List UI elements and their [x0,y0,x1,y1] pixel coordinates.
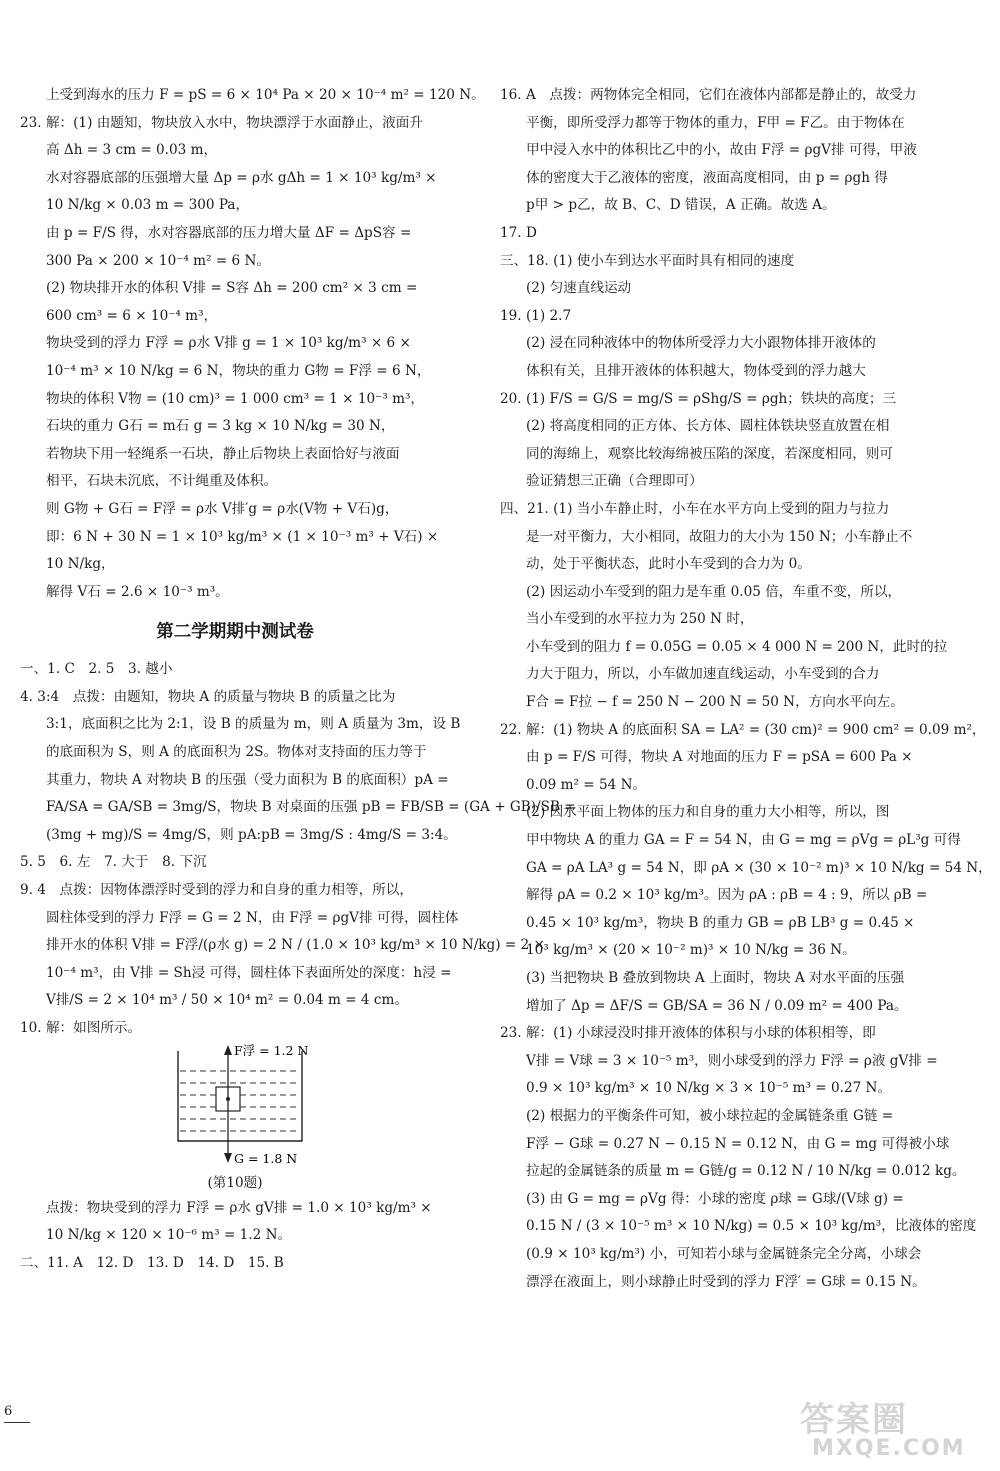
text-line: 23. 解：(1) 小球浸没时排开液体的体积与小球的体积相等，即 [500,1025,876,1042]
text-line: 小车受到的阻力 f = 0.05G = 0.05 × 4 000 N = 200 N，此时的拉 [526,638,948,655]
text-line: (3mg + mg)/S = 4mg/S，则 pA:pB = 3mg/S : 4mg/S = 3:4。 [46,826,457,843]
text-line: 的底面积为 S，则 A 的底面积为 2S。物体对支持面的压力等于 [46,744,427,761]
gravity-label: G = 1.8 N [234,1150,298,1166]
text-line: 三、18. (1) 使小车到达水平面时具有相同的速度 [500,252,795,269]
text-line: 0.45 × 10³ kg/m³，物块 B 的重力 GB = ρB LB³ g = 0.45 × [526,914,915,931]
figure-10 [20,1043,450,1195]
text-line: 甲中浸入水中的体积比乙中的小，故由 F浮 = ρgV排 可得，甲液 [526,142,917,159]
text-line: 圆柱体受到的浮力 F浮 = G = 2 N，由 F浮 = ρgV排 可得，圆柱体 [46,909,459,926]
text-line: (0.9 × 10³ kg/m³) 小，可知若小球与金属链条完全分离，小球会 [526,1245,922,1262]
text-line: 水对容器底部的压强增大量 Δp = ρ水 gΔh = 1 × 10³ kg/m³ × [46,169,437,186]
text-line: 300 Pa × 200 × 10⁻⁴ m² = 6 N。 [46,252,270,269]
gravity-arrowhead [224,1153,232,1163]
text-line: 平衡，即所受浮力都等于物体的重力，F甲 = F乙。由于物体在 [526,114,905,131]
text-line: 600 cm³ = 6 × 10⁻⁴ m³， [46,307,218,324]
text-line: 10. 解：如图所示。 [20,1020,142,1036]
text-line: 10⁻⁴ m³，由 V排 = Sh浸 可得，圆柱体下表面所处的深度：h浸 = [46,964,452,981]
text-line: 0.09 m² = 54 N。 [526,776,647,793]
text-line: 10³ kg/m³ × (20 × 10⁻² m)³ × 10 N/kg = 36 N。 [526,942,856,959]
text-line: 23. 解：(1) 由题知，物块放入水中，物块漂浮于水面静止，液面升 [20,114,423,131]
text-line: 是一对平衡力，大小相同，故阻力的大小为 150 N；小车静止不 [526,528,913,545]
text-line: (2) 匀速直线运动 [526,280,632,297]
text-line: 二、11. A 12. D 13. D 14. D 15. B [20,1254,284,1271]
text-line: 拉起的金属链条的质量 m = G链/g = 0.12 N / 10 N/kg = 0.012 kg。 [526,1163,966,1180]
watermark-url: MXQE.COM [812,1436,966,1461]
text-line: 10 N/kg × 120 × 10⁻⁶ m³ = 1.2 N。 [46,1227,292,1244]
watermark-logo: 答案圈 [800,1400,908,1440]
text-line: (2) 根据力的平衡条件可知，被小球拉起的金属链条重 G链 = [526,1107,894,1124]
page-number: 6 [4,1404,13,1419]
text-line: 点拨：物块受到的浮力 F浮 = ρ水 gV排 = 1.0 × 10³ kg/m³ × [46,1199,432,1216]
text-line: 同的海绵上，观察比较海绵被压陷的深度，若深度相同，则可 [526,445,894,462]
text-line: 16. A 点拨：两物体完全相同，它们在液体内部都是静止的，故受力 [500,87,917,103]
text-line: (2) 浸在同种液体中的物体所受浮力大小跟物体排开液体的 [526,335,876,352]
text-line: 则 G物 + G石 = F浮 = ρ水 V排′g = ρ水(V物 + V石)g， [46,500,399,517]
text-line: 漂浮在液面上，则小球静止时受到的浮力 F浮′ = G球 = 0.15 N。 [526,1273,926,1290]
text-line: p甲 > p乙，故 B、C、D 错误，A 正确。故选 A。 [526,197,836,214]
right-column [500,82,992,1296]
text-line: 石块的重力 G石 = m石 g = 3 kg × 10 N/kg = 30 N， [46,418,395,435]
text-line: 19. (1) 2.7 [500,307,572,324]
text-line: 3:1，底面积之比为 2:1，设 B 的质量为 m，则 A 质量为 3m，设 B [46,716,461,733]
text-line: 力大于阻力，所以，小车做加速直线运动，小车受到的合力 [526,666,880,683]
text-line: 体积有关，且排开液体的体积越大，物体受到的浮力越大 [526,362,866,379]
text-line: 动，处于平衡状态，此时小车受到的合力为 0。 [526,556,811,573]
text-line: 9. 4 点拨：因物体漂浮时受到的浮力和自身的重力相等，所以， [20,882,413,899]
text-line: 22. 解：(1) 物块 A 的底面积 SA = LA² = (30 cm)² = 900 cm² = 0.09 m²， [500,721,986,738]
text-line: (2) 将高度相同的正方体、长方体、圆柱体铁块竖直放置在相 [526,418,890,435]
text-line: 物块受到的浮力 F浮 = ρ水 V排 g = 1 × 10³ kg/m³ × 6 × [46,335,411,352]
text-line: 体的密度大于乙液体的密度，液面高度相同，由 p = ρgh 得 [526,169,888,186]
text-line: 验证猜想三正确（合理即可） [526,473,703,490]
text-line: F合 = F拉 − f = 250 N − 200 N = 50 N，方向水平向左。 [526,694,904,711]
text-line: FA/SA = GA/SB = 3mg/S，物块 B 对桌面的压强 pB = FB/SB = (GA + GB)/SB = [46,799,576,816]
text-line: 相平，石块未沉底，不计绳重及体积。 [46,473,278,490]
text-line: 其重力，物块 A 对物块 B 的压强（受力面积为 B 的底面积）pA = [46,771,449,788]
text-line: 若物块下用一轻绳系一石块，静止后物块上表面恰好与液面 [46,445,400,462]
text-line: 增加了 Δp = ΔF/S = GB/SA = 36 N / 0.09 m² = 400 Pa。 [526,997,908,1014]
force-diagram [20,1043,450,1167]
text-line: 排开水的体积 V排 = F浮/(ρ水 g) = 2 N / (1.0 × 10³ kg/m³ × 10 N/kg) = 2 × [46,937,545,954]
text-line: 20. (1) F/S = G/S = mg/S = ρShg/S = ρgh；铁块的高度；三 [500,390,897,407]
text-line: 5. 5 6. 左 7. 大于 8. 下沉 [20,854,207,871]
section-title: 第二学期期中测试卷 [156,622,314,643]
text-line: V排/S = 2 × 10⁴ m³ / 50 × 10⁴ m² = 0.04 m = 4 cm。 [46,992,408,1009]
text-line: 四、21. (1) 当小车静止时，小车在水平方向上受到的阻力与拉力 [500,500,890,517]
text-line: 17. D [500,224,537,241]
text-line: 甲中物块 A 的重力 GA = F = 54 N，由 G = mg = ρVg = ρL³g 可得 [526,832,961,849]
text-line: F浮 − G球 = 0.27 N − 0.15 N = 0.12 N，由 G = mg 可得被小球 [526,1135,950,1152]
page-rule [4,1422,30,1423]
text-line: 当小车受到的水平拉力为 250 N 时， [526,611,754,628]
figure-caption: (第10题) [207,1174,263,1191]
text-line: GA = ρA LA³ g = 54 N，即 ρA × (30 × 10⁻² m)³ × 10 N/kg = 54 N， [526,859,992,876]
text-line: (2) 物块排开水的体积 V排 = S容 Δh = 200 cm² × 3 cm = [46,280,418,297]
text-line: 10 N/kg， [46,556,115,573]
text-line: 10 N/kg × 0.03 m = 300 Pa， [46,197,250,214]
text-line: 物块的体积 V物 = (10 cm)³ = 1 000 cm³ = 1 × 10⁻³ m³， [46,390,425,407]
text-line: V排 = V球 = 3 × 10⁻⁵ m³，则小球受到的浮力 F浮 = ρ液 gV排 = [526,1052,938,1069]
text-line: 解得 V石 = 2.6 × 10⁻³ m³。 [46,583,229,600]
text-line: 高 Δh = 3 cm = 0.03 m， [46,142,218,159]
text-line: (3) 当把物块 B 叠放到物块 A 上面时，物块 A 对水平面的压强 [526,970,905,986]
buoyancy-label: F浮 = 1.2 N [234,1042,309,1058]
text-line: (2) 因运动小车受到的阻力是车重 0.05 倍，车重不变，所以， [526,583,902,600]
text-line: (2) 因水平面上物体的压力和自身的重力大小相等，所以，图 [526,804,890,821]
text-line: 0.15 N / (3 × 10⁻⁵ m³ × 10 N/kg) = 0.5 × 10³ kg/m³，比液体的密度 [526,1218,977,1235]
text-line: 即：6 N + 30 N = 1 × 10³ kg/m³ × (1 × 10⁻³ m³ + V石) × [46,528,439,545]
text-line: (3) 由 G = mg = ρVg 得：小球的密度 ρ球 = G球/(V球 g) = [526,1190,904,1207]
text-line: 由 p = F/S 得，水对容器底部的压力增大量 ΔF = ΔpS容 = [46,224,412,241]
text-line: 解得 ρA = 0.2 × 10³ kg/m³。因为 ρA : ρB = 4 : 9，所以 ρB = [526,887,928,904]
buoyancy-arrowhead [224,1045,232,1055]
text-line: 10⁻⁴ m³ × 10 N/kg = 6 N，物块的重力 G物 = F浮 = 6 N， [46,362,431,379]
text-line: 由 p = F/S 可得，物块 A 对地面的压力 F = pSA = 600 Pa × [526,749,913,766]
text-line: 一、1. C 2. 5 3. 越小 [20,661,173,678]
text-line: 4. 3:4 点拨：由题知，物块 A 的质量与物块 B 的质量之比为 [20,688,396,705]
text-line: 0.9 × 10³ kg/m³ × 10 N/kg × 3 × 10⁻⁵ m³ = 0.27 N。 [526,1080,892,1097]
text-line: 上受到海水的压力 F = pS = 6 × 10⁴ Pa × 20 × 10⁻⁴ m² = 120 N。 [46,87,485,103]
